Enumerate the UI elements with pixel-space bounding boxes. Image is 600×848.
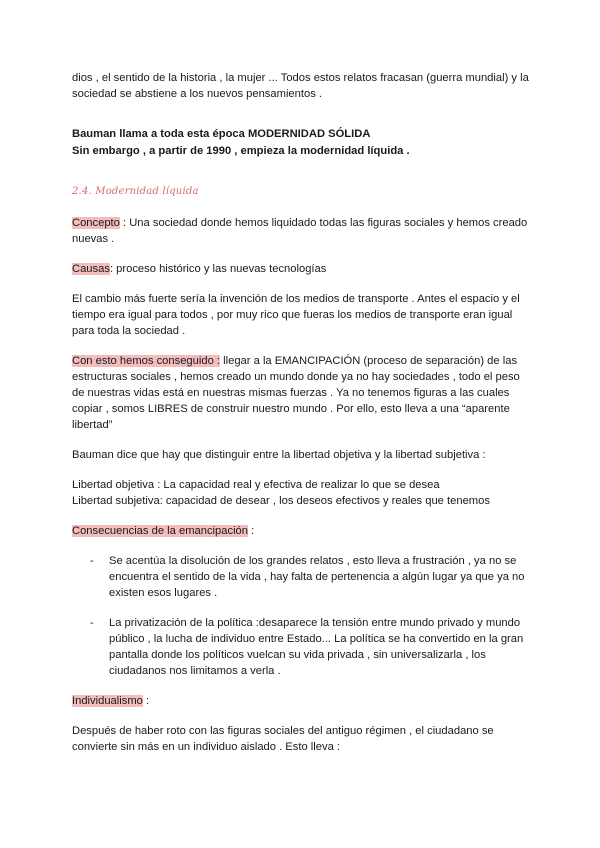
conseguido-label: Con esto hemos conseguido : (72, 355, 221, 367)
individualismo-heading (72, 693, 532, 709)
concepto-paragraph (72, 215, 532, 247)
intro-paragraph (72, 70, 532, 102)
list-item (72, 615, 532, 679)
list-item-text: Se acentúa la disolución de los grandes relatos , esto lleva a frustración , ya no se encuentra el sentido de la vida , hay falta de pertenencia a algún lugar ya que ya no existen esos lugares . (109, 555, 525, 599)
intro-line-1: dios , el sentido de la historia , la mujer ... Todos estos relatos fracasan (guerra mundial) y la (72, 72, 529, 84)
consecuencias-list (72, 553, 532, 679)
causas-text: : proceso histórico y las nuevas tecnologías (109, 263, 327, 275)
consecuencias-heading (72, 523, 532, 539)
concepto-text: : Una sociedad donde hemos liquidado todas las figuras sociales y hemos creado nuevas . (72, 217, 528, 245)
list-dash: - (90, 555, 94, 567)
bold-line-1: Bauman llama a toda esta época MODERNIDAD SÓLIDA (72, 128, 371, 140)
bold-line-2: Sin embargo , a partir de 1990 , empieza la modernidad líquida . (72, 145, 410, 157)
consecuencias-label: Consecuencias de la emancipación (72, 525, 249, 537)
libertad-subjetiva: Libertad subjetiva: capacidad de desear , los deseos efectivos y reales que tenemos (72, 495, 490, 507)
section-heading: 2.4. Modernidad líquida (72, 186, 199, 197)
list-dash: - (90, 617, 94, 629)
individualismo-label: Individualismo (72, 695, 143, 707)
conseguido-text: llegar a la EMANCIPACIÓN (proceso de separación) de las estructuras sociales , hemos creado un mundo donde ya no hay sociedades , todo el peso de nuestras vidas está en nuestras mismas fuerzas . Ya no tenemos figuras a las cuales copiar , somos LIBRES de construir nuestro mundo . Por ello, esto lleva a una “aparente libertad” (72, 355, 520, 431)
list-item-text: La privatización de la política :desaparece la tensión entre mundo privado y mundo público , la lucha de individuo entre Estado... La política se ha convertido en la gran pantalla donde los políticos vuelcan su vida privada , sin universalizarla , los ciudadanos nos limitamos a verla . (109, 617, 524, 677)
distinguir-paragraph: Bauman dice que hay que distinguir entre la libertad objetiva y la libertad subjetiva : (72, 449, 486, 461)
concepto-label: Concepto (72, 217, 120, 229)
individualismo-suffix: : (142, 695, 150, 707)
causas-label: Causas (72, 263, 110, 275)
cambio-paragraph: El cambio más fuerte sería la invención de los medios de transporte . Antes el espacio y el tiempo era igual para todos , por muy rico que fueras los medios de transporte eran igual para toda la sociedad . (72, 293, 520, 337)
document-page (72, 70, 532, 755)
individualismo-paragraph: Después de haber roto con las figuras sociales del antiguo régimen , el ciudadano se convierte sin más en un individuo aislado . Esto lleva : (72, 725, 494, 753)
intro-line-2: sociedad se abstiene a los nuevos pensamientos . (72, 88, 323, 100)
conseguido-paragraph (72, 353, 532, 433)
modernidad-solida-statement (72, 126, 532, 160)
list-item (72, 553, 532, 601)
libertad-objetiva: Libertad objetiva : La capacidad real y efectiva de realizar lo que se desea (72, 479, 440, 491)
causas-paragraph (72, 261, 532, 277)
consecuencias-suffix: : (248, 525, 255, 537)
libertad-definitions (72, 477, 532, 509)
